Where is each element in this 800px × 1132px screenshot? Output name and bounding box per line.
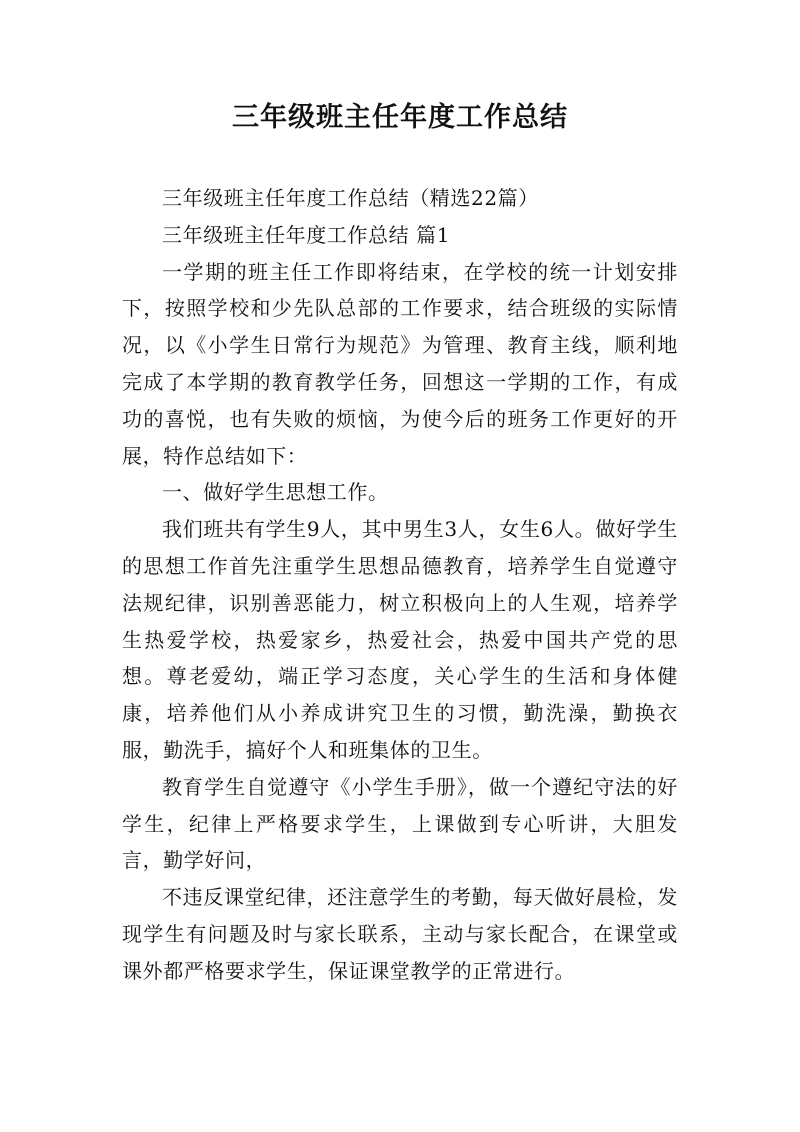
document-title: 三年级班主任年度工作总结	[232, 102, 568, 133]
body-paragraph: 不违反课堂纪律，还注意学生的考勤，每天做好晨检，发现学生有问题及时与家长联系，主动与家长配合，在课堂或课外都严格要求学生，保证课堂教学的正常进行。	[122, 885, 678, 983]
body-paragraph: 教育学生自觉遵守《小学生手册》，做一个遵纪守法的好学生，纪律上严格要求学生，上课做到专心听讲，大胆发言，勤学好问，	[122, 774, 678, 873]
document-body	[122, 180, 678, 990]
body-paragraph: 我们班共有学生9人，其中男生3人，女生6人。做好学生的思想工作首先注重学生思想品德教育，培养学生自觉遵守法规纪律，识别善恶能力，树立积极向上的人生观，培养学生热爱学校，热爱家乡，热爱社会，热爱中国共产党的思想。尊老爱幼，端正学习态度，关心学生的生活和身体健康，培养他们从小养成讲究卫生的习惯，勤洗澡，勤换衣服，勤洗手，搞好个人和班集体的卫生。	[122, 517, 678, 762]
section-heading-paragraph: 三年级班主任年度工作总结 篇1	[162, 222, 451, 247]
subtitle-paragraph: 三年级班主任年度工作总结（精选22篇）	[162, 186, 539, 210]
point-heading-paragraph: 一、做好学生思想工作。	[162, 480, 389, 505]
intro-paragraph: 一学期的班主任工作即将结束，在学校的统一计划安排下，按照学校和少先队总部的工作要求，结合班级的实际情况，以《小学生日常行为规范》为管理、教育主线，顺利地完成了本学期的教育教学任务，回想这一学期的工作，有成功的喜悦，也有失败的烦恼，为使今后的班务工作更好的开展，特作总结如下：	[122, 259, 678, 468]
